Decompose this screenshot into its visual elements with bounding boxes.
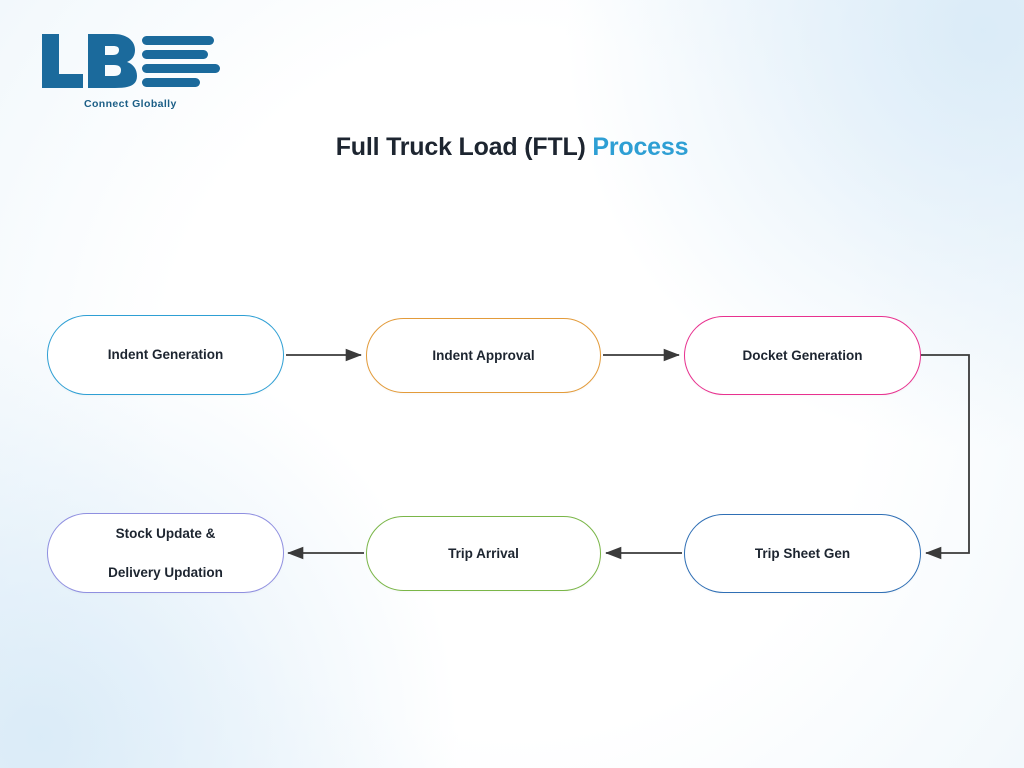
flow-node-stock-update[interactable] xyxy=(47,513,284,593)
flow-node-label xyxy=(80,524,251,583)
flow-node-label-line1: Stock Update & xyxy=(115,525,216,541)
flow-node-label: Indent Approval xyxy=(432,347,535,363)
page-title xyxy=(0,133,1024,162)
flow-node-label-line2: Delivery Updation xyxy=(108,564,223,580)
flow-node-indent-generation[interactable] xyxy=(47,315,284,395)
page-title-main: Full Truck Load (FTL) xyxy=(335,133,586,161)
arrow-docket-generation-to-trip-sheet-gen xyxy=(921,355,969,553)
flow-node-label: Docket Generation xyxy=(742,347,863,363)
page-title-accent: Process xyxy=(592,133,689,161)
company-logo xyxy=(36,26,236,116)
flow-node-label: Trip Sheet Gen xyxy=(754,545,851,561)
flow-node-label: Trip Arrival xyxy=(448,545,519,561)
logo-tagline: Connect Globally xyxy=(84,98,177,110)
flow-node-indent-approval[interactable] xyxy=(366,318,601,393)
flow-node-trip-sheet-gen[interactable] xyxy=(684,514,921,593)
flow-node-docket-generation[interactable] xyxy=(684,316,921,395)
flow-node-label: Indent Generation xyxy=(107,347,224,363)
flow-node-trip-arrival[interactable] xyxy=(366,516,601,591)
